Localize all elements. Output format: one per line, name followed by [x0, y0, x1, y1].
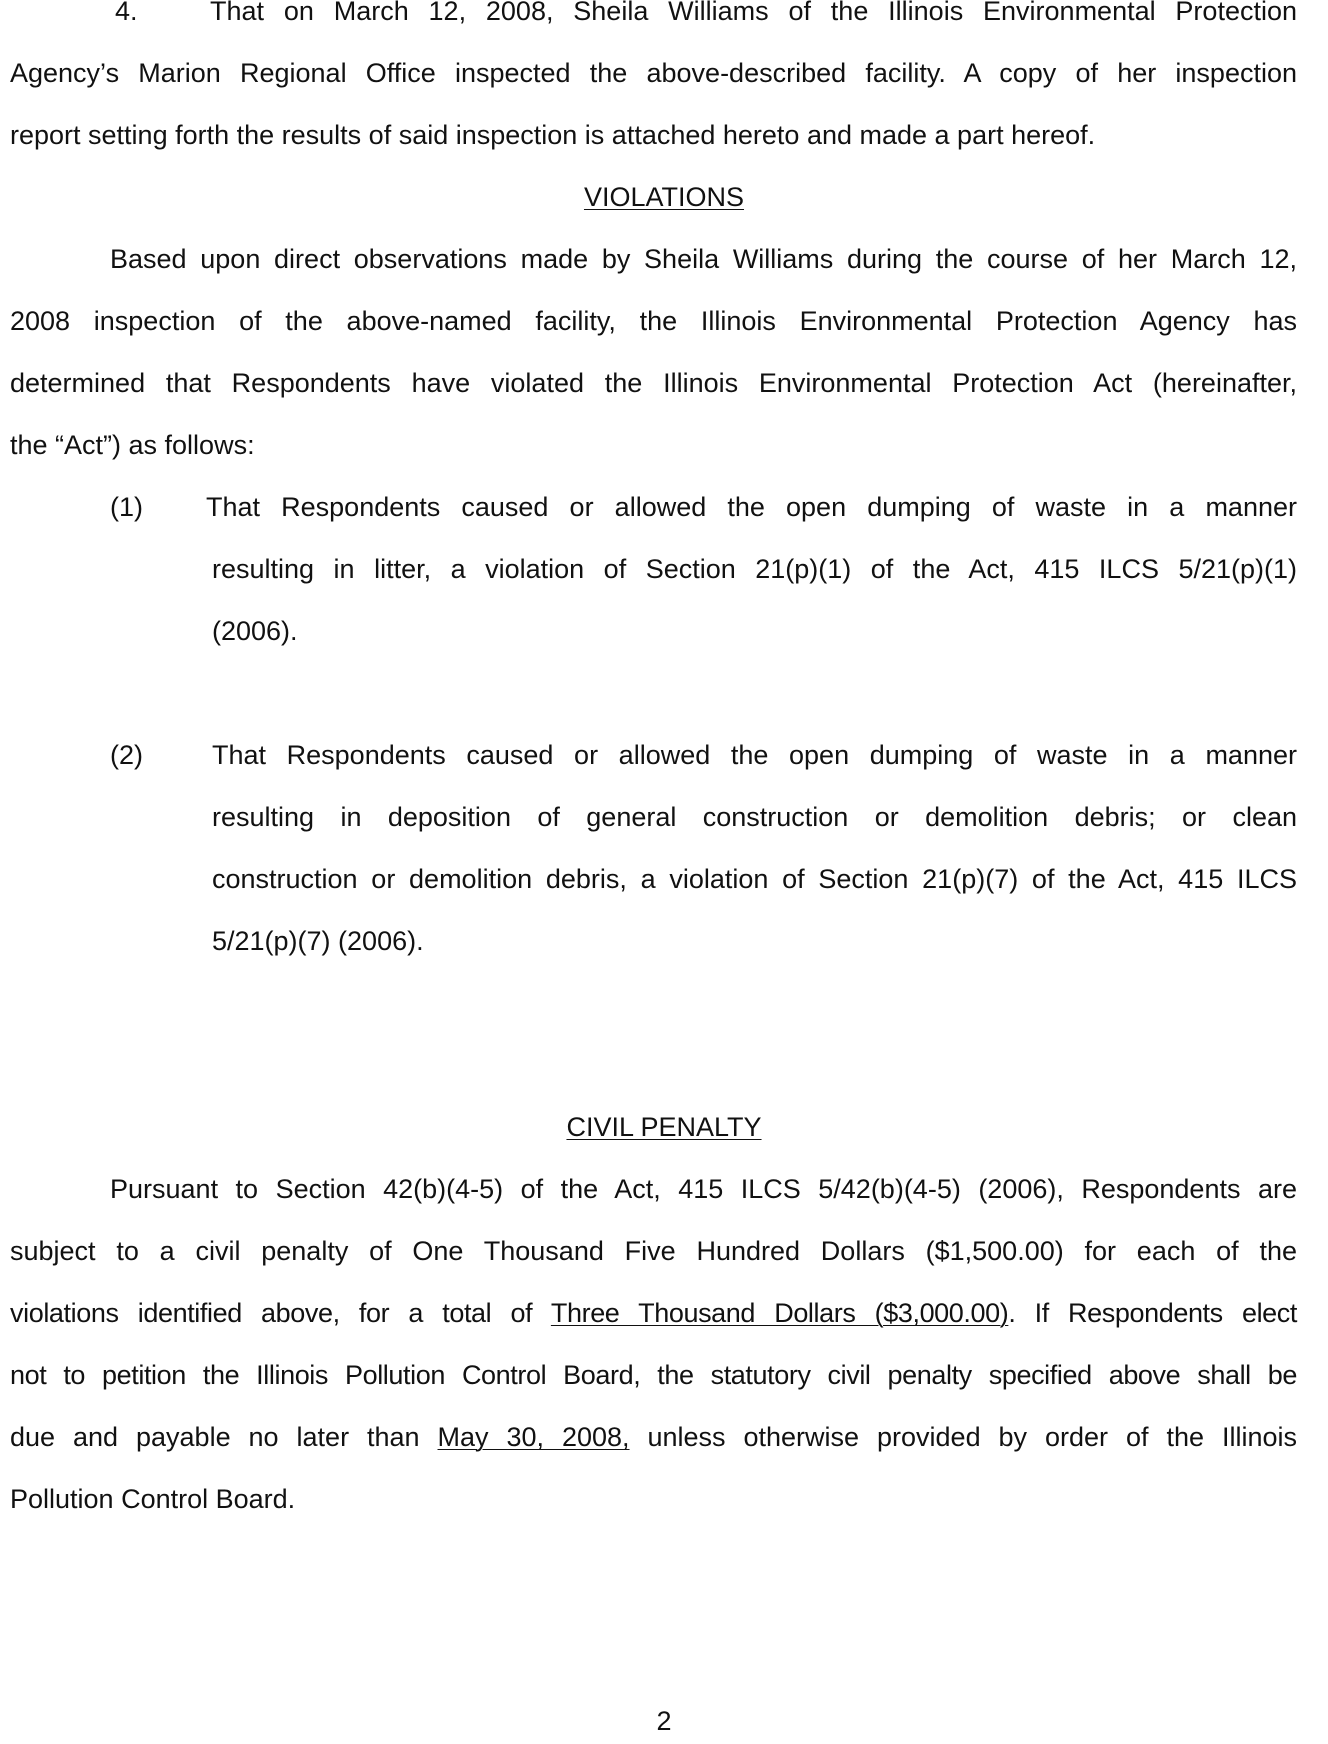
civil-penalty-line-3: violations identified above, for a total of Three Thousand Dollars ($3,000.00). If Respondents elect	[10, 1298, 1297, 1328]
violation-2-line-4: 5/21(p)(7) (2006).	[212, 926, 424, 956]
civil-penalty-line-1: Pursuant to Section 42(b)(4-5) of the Act, 415 ILCS 5/42(b)(4-5) (2006), Respondents are	[110, 1174, 1297, 1204]
civil-penalty-line-4: not to petition the Illinois Pollution Control Board, the statutory civil penalty specified above shall be	[10, 1360, 1297, 1390]
violations-intro-line-2: 2008 inspection of the above-named facility, the Illinois Environmental Protection Agency has	[10, 306, 1297, 336]
violation-2-line-1: That Respondents caused or allowed the open dumping of waste in a manner	[212, 740, 1297, 770]
violations-heading: VIOLATIONS	[583, 182, 745, 212]
total-penalty-amount: Three Thousand Dollars ($3,000.00)	[550, 1298, 1009, 1328]
violations-intro-line-1: Based upon direct observations made by Sheila Williams during the course of her March 12,	[110, 244, 1297, 274]
violation-1-line-3: (2006).	[212, 616, 298, 646]
paragraph-4-line-2: Agency’s Marion Regional Office inspected the above-described facility. A copy of her inspection	[10, 58, 1297, 88]
violations-intro-line-3: determined that Respondents have violated the Illinois Environmental Protection Act (hereinafter,	[10, 368, 1297, 398]
violation-2-line-3: construction or demolition debris, a violation of Section 21(p)(7) of the Act, 415 ILCS	[212, 864, 1297, 894]
violation-1-line-2: resulting in litter, a violation of Section 21(p)(1) of the Act, 415 ILCS 5/21(p)(1)	[212, 554, 1297, 584]
paragraph-4-number: 4.	[115, 0, 138, 26]
payment-due-date: May 30, 2008,	[437, 1422, 630, 1452]
civil-penalty-line-2: subject to a civil penalty of One Thousand Five Hundred Dollars ($1,500.00) for each of the	[10, 1236, 1297, 1266]
civil-penalty-line-5: due and payable no later than May 30, 2008, unless otherwise provided by order of the Illinois	[10, 1422, 1297, 1452]
violation-1-number: (1)	[110, 492, 143, 522]
page-number: 2	[656, 1706, 672, 1736]
civil-penalty-line-6: Pollution Control Board.	[10, 1484, 296, 1514]
violation-1-line-1: That Respondents caused or allowed the open dumping of waste in a manner	[206, 492, 1297, 522]
paragraph-4-line-1: That on March 12, 2008, Sheila Williams of the Illinois Environmental Protection	[210, 0, 1297, 26]
violation-2-number: (2)	[110, 740, 143, 770]
violation-2-line-2: resulting in deposition of general construction or demolition debris; or clean	[212, 802, 1297, 832]
violations-intro-line-4: the “Act”) as follows:	[10, 430, 255, 460]
paragraph-4-line-3: report setting forth the results of said inspection is attached hereto and made a part hereof.	[10, 120, 1096, 150]
civil-penalty-heading: CIVIL PENALTY	[566, 1112, 762, 1142]
